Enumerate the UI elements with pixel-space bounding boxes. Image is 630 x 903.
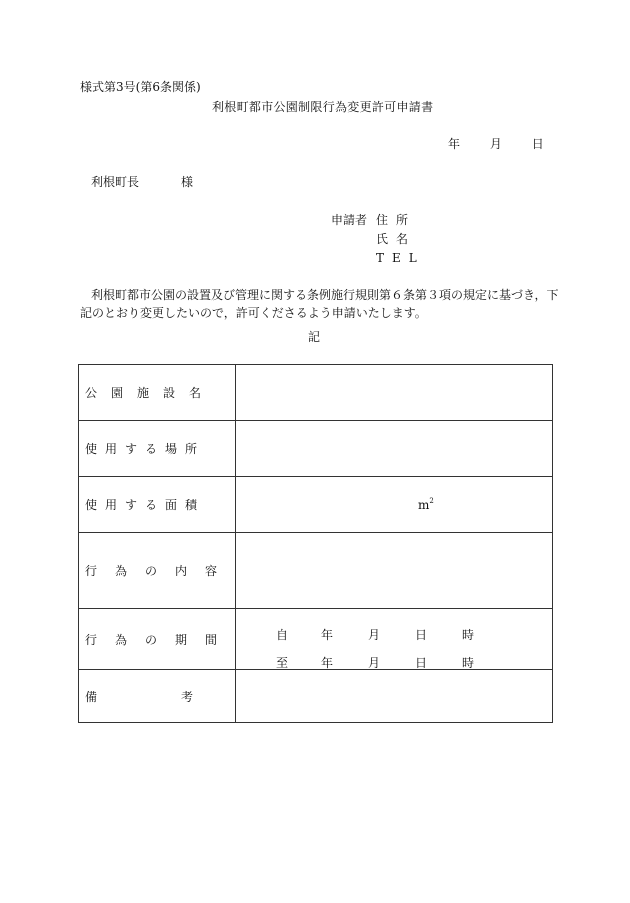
- period-from-line: [276, 626, 509, 643]
- row-activity: [79, 533, 553, 609]
- period-label-cell: [79, 609, 236, 670]
- row-area: [79, 477, 553, 533]
- applicant-heading: 申請者: [331, 213, 368, 227]
- area-label: 使用する面積: [85, 498, 206, 512]
- period-to-year: 年: [321, 656, 334, 670]
- addressee-honorific: 様: [181, 175, 194, 189]
- applicant-address-row: [331, 211, 425, 230]
- period-from-hour: 時: [462, 628, 475, 642]
- row-location: [79, 421, 553, 477]
- row-remarks: [79, 670, 553, 723]
- location-label-cell: [79, 421, 236, 477]
- park-name-value[interactable]: [236, 365, 553, 421]
- period-label: 行為の期間: [85, 632, 236, 647]
- period-to-line: [276, 654, 509, 671]
- area-unit: $m^2$: [418, 497, 434, 512]
- period-from-day: 日: [415, 628, 428, 642]
- applicant-name-row: [331, 230, 425, 249]
- activity-label-cell: [79, 533, 236, 609]
- date-line: [448, 137, 544, 151]
- park-name-label-cell: [79, 365, 236, 421]
- applicant-name-label: 氏名: [376, 232, 417, 246]
- addressee-name: 利根町長: [91, 175, 140, 189]
- row-period: [79, 609, 553, 670]
- addressee: [91, 175, 193, 189]
- applicant-block: [331, 211, 425, 268]
- period-to-month: 月: [368, 656, 381, 670]
- form-number: 様式第3号(第6条関係): [80, 80, 201, 94]
- period-from-month: 月: [368, 628, 381, 642]
- remarks-label: [85, 688, 193, 705]
- application-statement: [80, 286, 560, 322]
- remarks-value[interactable]: [236, 670, 553, 723]
- period-to-prefix: 至: [276, 656, 289, 670]
- location-value[interactable]: [236, 421, 553, 477]
- period-value[interactable]: [236, 609, 553, 670]
- location-label: 使用する場所: [85, 442, 206, 456]
- remarks-label-1: 備: [85, 689, 98, 704]
- date-year: 年: [448, 137, 461, 151]
- period-to-day: 日: [415, 656, 428, 670]
- activity-label: 行為の内容: [85, 564, 236, 578]
- period-to-hour: 時: [462, 656, 475, 670]
- statement-paragraph: 利根町都市公園の設置及び管理に関する条例施行規則第６条第３項の規定に基づき，下記のとおり変更したいので，許可くださるよう申請いたします。: [80, 288, 559, 320]
- period-from-prefix: 自: [276, 628, 289, 642]
- area-label-cell: [79, 477, 236, 533]
- activity-value[interactable]: [236, 533, 553, 609]
- area-value[interactable]: [236, 477, 553, 533]
- row-park-name: [79, 365, 553, 421]
- applicant-address-label: 住所: [376, 213, 417, 227]
- date-month: 月: [489, 137, 502, 151]
- document-title: 利根町都市公園制限行為変更許可申請書: [212, 100, 434, 114]
- applicant-tel-label: TEL: [376, 251, 425, 265]
- application-table: [78, 364, 553, 723]
- remarks-label-2: 考: [180, 689, 193, 704]
- date-day: 日: [531, 137, 544, 151]
- period-from-year: 年: [321, 628, 334, 642]
- park-name-label: 公園施設名: [85, 386, 216, 400]
- ki-heading: 記: [308, 330, 321, 344]
- applicant-tel-row: [331, 249, 425, 268]
- remarks-label-cell: [79, 670, 236, 723]
